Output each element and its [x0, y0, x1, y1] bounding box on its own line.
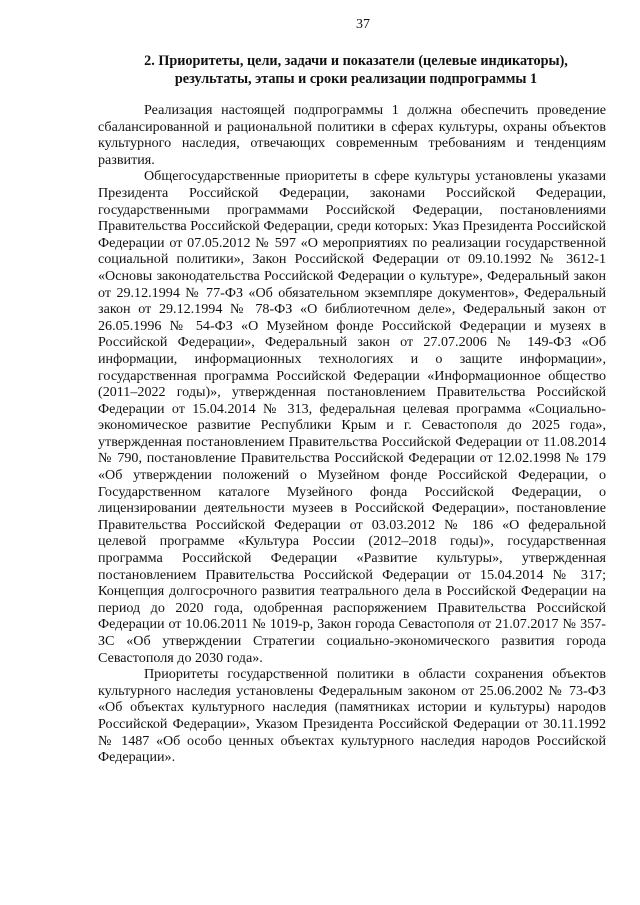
section-title-line-1: 2. Приоритеты, цели, задачи и показатели (целевые индикаторы),	[144, 53, 568, 69]
section-title	[98, 52, 606, 88]
page-number: 37	[356, 17, 370, 32]
paragraph-culture-priorities: Общегосударственные приоритеты в сфере культуры установлены указами Президента Российской Федерации, законами Российской Федерации, государственными программами Российской Федерации, постановлениями Правительства Российской Федерации, среди которых: Указ Президента Российской Федерации от 07.05.2012 № 597 «О мероприятиях по реализации государственной социальной политики», Закон Российской Федерации от 09.10.1992 № 3612-1 «Основы законодательства Российской Федерации о культуре», Федеральный закон от 29.12.1994 № 77-ФЗ «Об обязательном экземпляре документов», Федеральный закон от 29.12.1994 № 78-ФЗ «О библиотечном деле», Федеральный закон от 26.05.1996 № 54-ФЗ «О Музейном фонде Российской Федерации и музеях в Российской Федерации», Федеральный закон от 27.07.2006 № 149-ФЗ «Об информации, информационных технологиях и о защите информации», государственная программа Российской Федерации «Информационное общество (2011–2022 годы)», утвержденная постановлением Правительства Российской Федерации от 15.04.2014 № 313, федеральная целевая программа «Социально-экономическое развитие Республики Крым и г. Севастополя до 2025 года», утвержденная постановлением Правительства Российской Федерации от 11.08.2014 № 790, постановление Правительства Российской Федерации от 12.02.1998 № 179 «Об утверждении положений о Музейном фонде Российской Федерации, о Государственном каталоге Музейного фонда Российской Федерации, о лицензировании деятельности музеев в Российской Федерации», постановление Правительства Российской Федерации от 03.03.2012 № 186 «О федеральной целевой программе «Культура России (2012–2018 годы)», государственная программа Российской Федерации «Развитие культуры», утвержденная постановлением Правительства Российской Федерации от 15.04.2014 № 317; Концепция долгосрочного развития театрального дела в Российской Федерации на период до 2020 года, одобренная распоряжением Правительства Российской Федерации от 10.06.2011 № 1019-р, Закон города Севастополя от 21.07.2017 № 357-ЗС «Об утверждении Стратегии социально-экономического развития города Севастополя до 2030 года».	[98, 168, 606, 666]
section-title-line-2: результаты, этапы и сроки реализации подпрограммы 1	[174, 71, 538, 87]
paragraph-intro: Реализация настоящей подпрограммы 1 должна обеспечить проведение сбалансированной и рациональной политики в сферах культуры, охраны объектов культурного наследия, отвечающих современным требованиям и тенденциям развития.	[98, 102, 606, 168]
paragraph-heritage-priorities: Приоритеты государственной политики в области сохранения объектов культурного наследия установлены Федеральным законом от 25.06.2002 № 73-ФЗ «Об объектах культурного наследия (памятниках истории и культуры) народов Российской Федерации», Указом Президента Российской Федерации от 30.11.1992 № 1487 «Об особо ценных объектах культурного наследия народов Российской Федерации».	[98, 666, 606, 766]
